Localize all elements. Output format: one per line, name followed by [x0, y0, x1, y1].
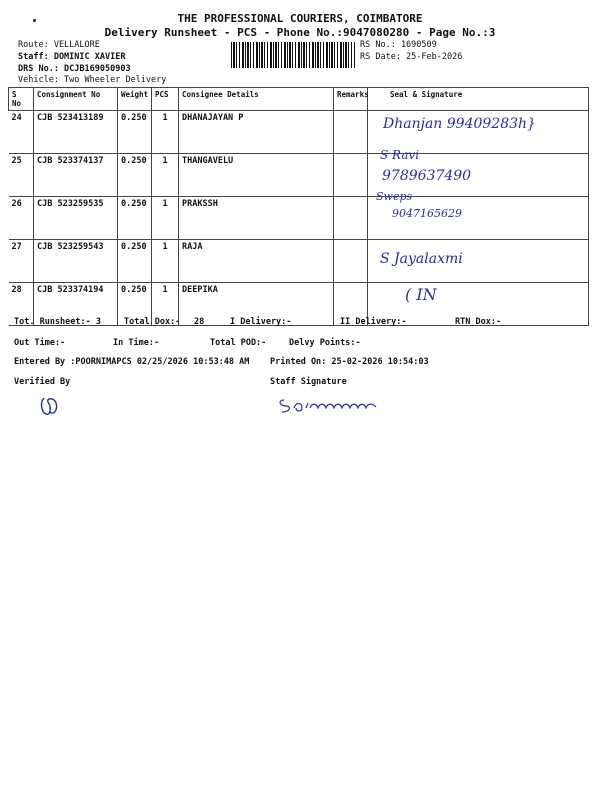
cell-remarks — [334, 111, 368, 154]
staff-signature-scrawl — [276, 394, 386, 416]
cell-consignment: CJB 523374137 — [34, 154, 118, 197]
table-header-row — [9, 88, 589, 111]
table-row — [9, 154, 589, 197]
total-pod: Total POD:- — [210, 338, 267, 348]
tot-runsheet: Tot. Runsheet:- 3 — [14, 317, 101, 327]
cell-pcs: 1 — [152, 197, 179, 240]
verified-by-label: Verified By — [14, 377, 71, 387]
cell-weight: 0.250 — [118, 197, 152, 240]
col-seal-signature: Seal & Signature — [368, 88, 589, 111]
cell-consignee: PRAKSSH — [179, 197, 334, 240]
in-time: In Time:- — [113, 338, 160, 348]
cell-pcs: 1 — [152, 111, 179, 154]
cell-sno: 27 — [9, 240, 34, 283]
cell-consignee: RAJA — [179, 240, 334, 283]
runsheet-title: Delivery Runsheet - PCS - Phone No.:9047080280 - Page No.:3 — [104, 26, 496, 39]
verified-by-signature — [38, 394, 62, 420]
cell-consignment: CJB 523374194 — [34, 283, 118, 326]
handwritten-signature-24: Dhanjan 99409283h} — [383, 116, 536, 132]
cell-sno: 25 — [9, 154, 34, 197]
rs-number: RS No.: 1690509 — [360, 40, 437, 50]
col-pcs: PCS — [152, 88, 179, 111]
cell-consignment: CJB 523259543 — [34, 240, 118, 283]
entered-by: Entered By :POORNIMAPCS 02/25/2026 10:53:48 AM — [14, 357, 250, 367]
cell-consignment: CJB 523259535 — [34, 197, 118, 240]
handwritten-signature-27: S Jayalaxmi — [380, 251, 463, 267]
i-delivery: I Delivery:- — [230, 317, 292, 327]
printed-on: Printed On: 25-02-2026 10:54:03 — [270, 357, 429, 367]
cell-remarks — [334, 197, 368, 240]
cell-remarks — [334, 240, 368, 283]
cell-pcs: 1 — [152, 283, 179, 326]
col-sno: S No — [9, 88, 34, 111]
vehicle-label: Vehicle: Two Wheeler Delivery — [18, 75, 167, 85]
cell-sno: 28 — [9, 283, 34, 326]
col-consignment: Consignment No — [34, 88, 118, 111]
cell-consignee: DHANAJAYAN P — [179, 111, 334, 154]
cell-consignment: CJB 523413189 — [34, 111, 118, 154]
total-dox-label: Total Dox:- — [124, 317, 181, 327]
staff-signature-label: Staff Signature — [270, 377, 347, 387]
cell-weight: 0.250 — [118, 111, 152, 154]
cell-weight: 0.250 — [118, 154, 152, 197]
route-label: Route: VELLALORE — [18, 40, 100, 50]
rs-date: RS Date: 25-Feb-2026 — [360, 52, 463, 62]
drs-number: DRS No.: DCJB169050903 — [18, 64, 131, 74]
col-weight: Weight — [118, 88, 152, 111]
ii-delivery: II Delivery:- — [340, 317, 407, 327]
cell-weight: 0.250 — [118, 240, 152, 283]
barcode — [231, 42, 355, 68]
handwritten-phone-25: 9789637490 — [382, 168, 472, 184]
delvy-points: Delvy Points:- — [289, 338, 361, 348]
staff-label: Staff: DOMINIC XAVIER — [18, 52, 126, 62]
cell-pcs: 1 — [152, 154, 179, 197]
col-consignee: Consignee Details — [179, 88, 334, 111]
cell-sno: 24 — [9, 111, 34, 154]
out-time: Out Time:- — [14, 338, 66, 348]
cell-sno: 26 — [9, 197, 34, 240]
table-row — [9, 240, 589, 283]
cell-weight: 0.250 — [118, 283, 152, 326]
company-title: THE PROFESSIONAL COURIERS, COIMBATORE — [177, 12, 423, 25]
handwritten-signature-26: Sweps — [376, 190, 413, 203]
cell-consignee: DEEPIKA — [179, 283, 334, 326]
table-row — [9, 197, 589, 240]
cell-pcs: 1 — [152, 240, 179, 283]
cell-consignee: THANGAVELU — [179, 154, 334, 197]
handwritten-phone-26: 9047165629 — [392, 207, 462, 220]
cell-remarks — [334, 154, 368, 197]
handwritten-signature-25: S Ravi — [380, 148, 420, 162]
col-remarks: Remarks — [334, 88, 368, 111]
handwritten-signature-28: ( IN — [405, 285, 437, 304]
rtn-dox: RTN Dox:- — [455, 317, 502, 327]
total-dox-value: 28 — [194, 317, 205, 327]
